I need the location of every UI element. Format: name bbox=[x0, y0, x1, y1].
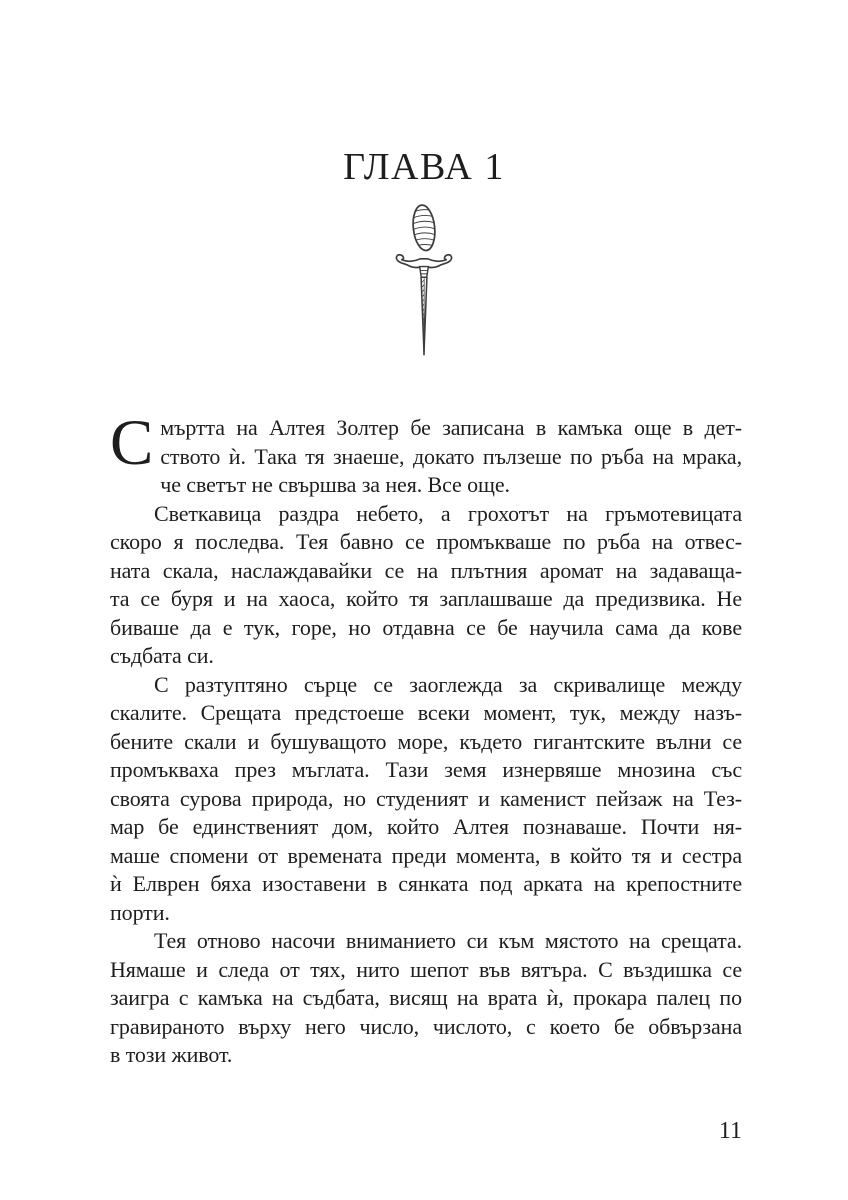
paragraph bbox=[110, 407, 742, 500]
text-line: бените скали и бушуващото море, където гигантските вълни се bbox=[110, 728, 742, 754]
text-line: ѝ Елврен бяха изоставени в сянката под арката на крепостните bbox=[110, 871, 742, 896]
dagger-illustration bbox=[393, 201, 455, 367]
text-line: заигра с камъка на съдбата, висящ на врата ѝ, прокара палец по bbox=[110, 985, 742, 1010]
text-line: мъртта на Алтея Золтер бе записана в камъка още в дет- bbox=[160, 415, 742, 440]
text-line: ната скала, наслаждавайки се на плътния аромат на задаваща- bbox=[110, 557, 742, 583]
text-line: Светкавица раздра небето, а грохотът на гръмотевицата bbox=[154, 500, 742, 526]
text-line: своята сурова природа, но студеният и каменист пейзаж на Тез- bbox=[110, 785, 742, 811]
text-line: мар бе единственият дом, който Алтея познаваше. Почти ня- bbox=[110, 814, 742, 839]
text-line: Тея отново насочи вниманието си към мястото на срещата. bbox=[154, 928, 742, 953]
text-line: маше спомени от времената преди момента, в който тя и сестра bbox=[110, 842, 742, 868]
text-line: порти. bbox=[110, 899, 170, 925]
text-line: биваше да е тук, горе, но отдавна се бе научила сама да кове bbox=[110, 614, 742, 640]
paragraph bbox=[110, 927, 742, 1070]
text-line: ството ѝ. Така тя знаеше, докато пълзеше по ръба на мрака, bbox=[160, 443, 742, 469]
text-line: С разтуптяно сърце се заоглежда за скривалище между bbox=[154, 671, 742, 697]
text-line: промъкваха през мъглата. Тази земя изнервяше мнозина със bbox=[110, 757, 742, 782]
text-line: гравираното върху него число, числото, с което бе обвързана bbox=[110, 1013, 742, 1039]
text-line: че светът не свършва за нея. Все още. bbox=[160, 472, 510, 497]
text-line: съдбата си. bbox=[110, 643, 214, 668]
drop-cap: С bbox=[110, 407, 154, 479]
text-line: скалите. Срещата предстоеше всеки момент, тук, между назъ- bbox=[110, 700, 742, 725]
paragraph bbox=[110, 500, 742, 671]
page-number: 11 bbox=[718, 1118, 742, 1144]
text-line: Нямаше и следа от тях, нито шепот във вятъра. С въздишка се bbox=[110, 956, 742, 982]
dagger-icon bbox=[393, 201, 455, 367]
chapter-title: ГЛАВА 1 bbox=[343, 146, 505, 188]
text-line: та се буря и на хаоса, който тя заплашваше да предизвика. Не bbox=[110, 586, 742, 611]
text-line: в този живот. bbox=[110, 1042, 233, 1067]
paragraph bbox=[110, 671, 742, 928]
text-line: скоро я последва. Тея бавно се промъкваше по ръба на отвес- bbox=[110, 529, 742, 554]
body-text bbox=[110, 407, 742, 1070]
